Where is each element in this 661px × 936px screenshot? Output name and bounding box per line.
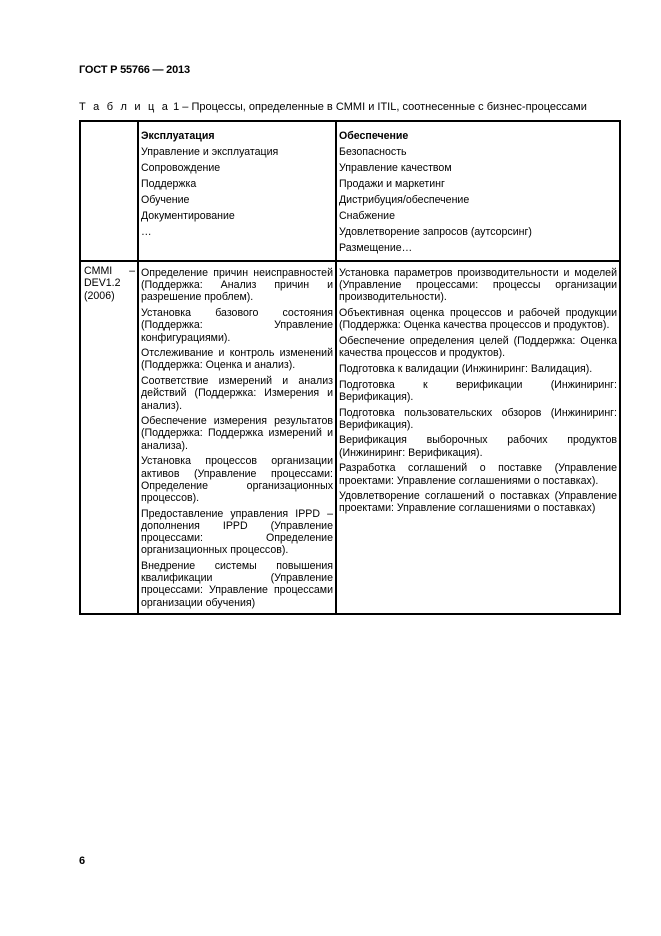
table-caption-text: 1 – Процессы, определенные в CMMI и ITIL, соотнесенные с бизнес-процессами bbox=[170, 101, 587, 113]
page-number: 6 bbox=[79, 855, 86, 867]
operation-processes-cell bbox=[138, 261, 336, 614]
header-list-item: Безопасность bbox=[339, 146, 407, 158]
header-list-item: Поддержка bbox=[141, 178, 197, 190]
provision-process-item: Установка параметров производительности и моделей (Управление процессами: процессы организации производительности). bbox=[339, 267, 617, 304]
page-header-standard: ГОСТ Р 55766 — 2013 bbox=[79, 64, 190, 76]
operation-process-item: Предоставление управления IPPD – дополнения IPPD (Управление процессами: Определение организационных процессов). bbox=[141, 507, 333, 557]
operation-process-item: Отслеживание и контроль изменений (Поддержка: Оценка и анализ). bbox=[141, 347, 333, 372]
column-title-operation: Эксплуатация bbox=[141, 130, 215, 142]
provision-process-item: Верификация выборочных рабочих продуктов (Инжиниринг: Верификация). bbox=[339, 434, 617, 459]
operation-process-item: Внедрение системы повышения квалификации (Управление процессами: Управление процессами организации обучения) bbox=[141, 559, 333, 609]
provision-process-item: Объективная оценка процессов и рабочей продукции (Поддержка: Оценка качества процессов и продуктов). bbox=[339, 307, 617, 332]
header-list-item: Документирование bbox=[141, 210, 235, 222]
provision-process-item: Удовлетворение соглашений о поставках (Управление проектами: Управление соглашениями о поставках) bbox=[339, 490, 617, 515]
operation-process-item: Установка процессов организации активов (Управление процессами: Определение организационных процессов). bbox=[141, 455, 333, 504]
header-list-item: … bbox=[141, 226, 152, 238]
header-cell-provision bbox=[336, 121, 620, 261]
operation-process-item: Соответствие измерений и анализ действий (Поддержка: Измерения и анализ). bbox=[141, 375, 333, 412]
header-list-item: Управление и эксплуатация bbox=[141, 146, 279, 158]
row-label: CMMI – DEV1.2 (2006) bbox=[84, 265, 135, 302]
provision-process-item: Подготовка к валидации (Инжиниринг: Валидация). bbox=[339, 362, 593, 375]
provision-process-item: Подготовка пользовательских обзоров (Инжиниринг: Верификация). bbox=[339, 406, 617, 431]
header-list-item: Сопровождение bbox=[141, 162, 221, 174]
header-list-item: Удовлетворение запросов (аутсорсинг) bbox=[339, 226, 532, 238]
header-list-item: Управление качеством bbox=[339, 162, 452, 174]
header-list-item: Размещение… bbox=[339, 242, 413, 254]
column-title-provision: Обеспечение bbox=[339, 130, 409, 142]
provision-processes-cell bbox=[336, 261, 620, 614]
provision-process-item: Обеспечение определения целей (Поддержка: Оценка качества процессов и продуктов). bbox=[339, 335, 617, 360]
header-empty-cell bbox=[80, 121, 138, 261]
row-label-cell bbox=[80, 261, 138, 614]
header-cell-operation bbox=[138, 121, 336, 261]
table-row-cmmi bbox=[80, 261, 620, 614]
header-list-item: Продажи и маркетинг bbox=[339, 178, 445, 190]
header-list-item: Дистрибуция/обеспечение bbox=[339, 194, 470, 206]
table-caption-label: Т а б л и ц а bbox=[79, 101, 171, 113]
header-list-item: Снабжение bbox=[339, 210, 395, 222]
process-table bbox=[79, 120, 621, 615]
operation-process-item: Определение причин неисправностей (Поддержка: Анализ причин и разрешение проблем). bbox=[141, 267, 333, 304]
table-header-row bbox=[80, 121, 620, 261]
operation-process-item: Обеспечение измерения результатов (Поддержка: Поддержка измерений и анализа). bbox=[141, 415, 333, 452]
header-list-item: Обучение bbox=[141, 194, 190, 206]
provision-process-item: Разработка соглашений о поставке (Управление проектами: Управление соглашениями о поставках). bbox=[339, 462, 617, 487]
operation-process-item: Установка базового состояния (Поддержка: Управление конфигурациями). bbox=[141, 307, 333, 344]
table-caption bbox=[79, 101, 587, 113]
provision-process-item: Подготовка к верификации (Инжиниринг: Верификация). bbox=[339, 378, 617, 403]
